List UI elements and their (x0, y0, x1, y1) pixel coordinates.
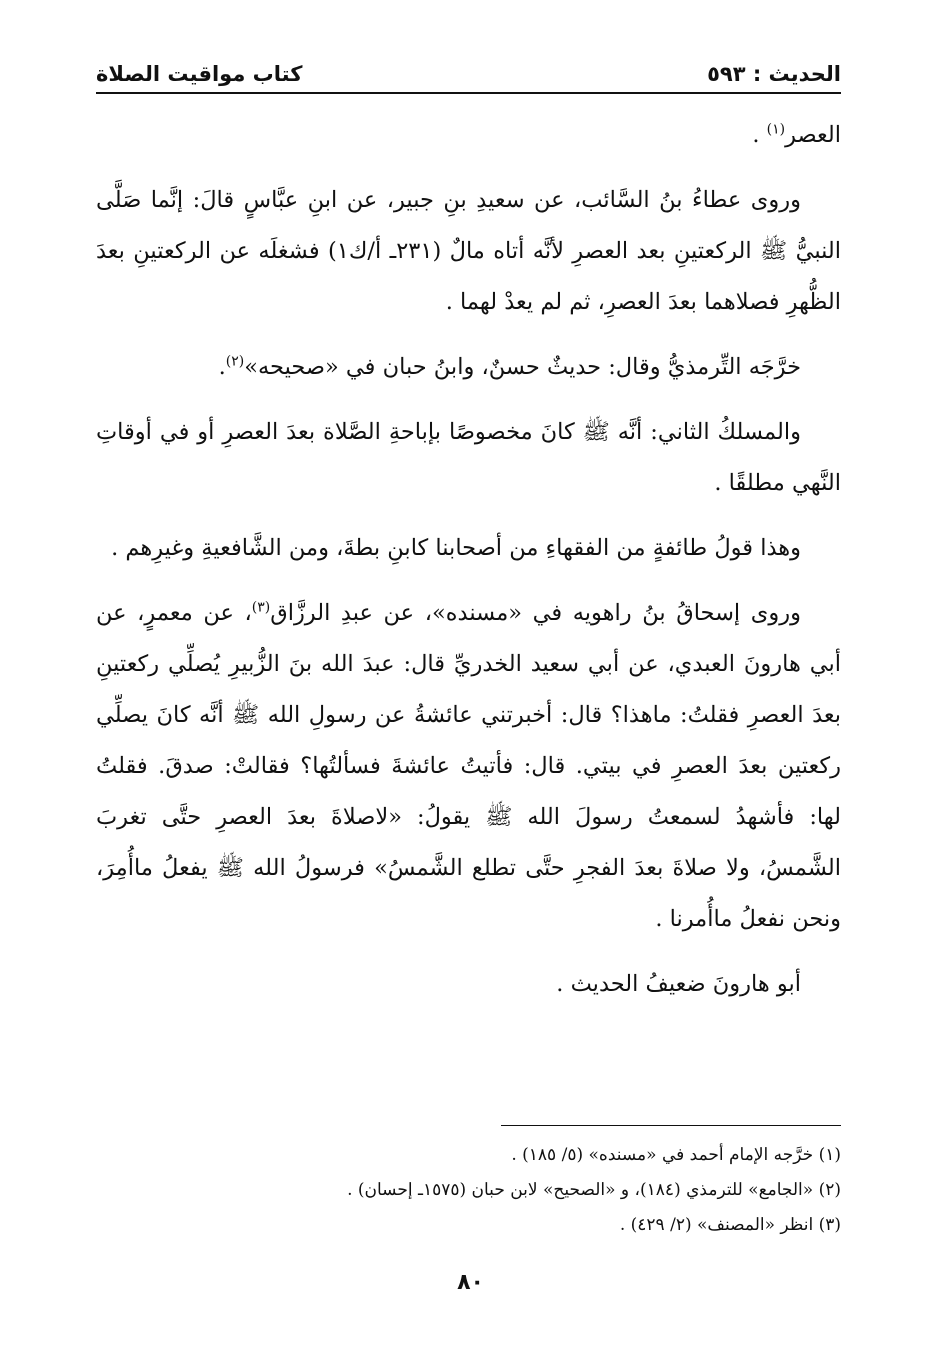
paragraph-1: العصر$^{(١)}$ . (752, 121, 841, 148)
footnote-2: (٢) «الجامع» للترمذي (١٨٤)، و «الصحيح» لابن حبان (١٥٧٥ـ إحسان) . (347, 1180, 841, 1200)
paragraph-4: والمسلكُ الثاني: أنَّه ﷺ كانَ مخصوصًا بإباحةِ الصَّلاة بعدَ العصرِ أو في أوقاتِ النَّهي مطلقًا . (96, 419, 841, 496)
footnote-1: (١) خرَّجه الإمام أحمد في «مسنده» (٥/ ١٨٥) . (511, 1145, 841, 1165)
paragraph-2: وروى عطاءُ بنُ السَّائب، عن سعيدِ بنِ جبير، عن ابنِ عبَّاسٍ قالَ: إنَّما صَلَّى النبيُّ ﷺ الركعتينِ بعد العصرِ لأنَّه أتاه مالٌ (٢٣١ـ أ/ك١) فشغلَه عن الركعتينِ بعدَ الظُّهرِ فصلاهما بعدَ العصرِ، ثم لم يعدْ لهما . (96, 187, 842, 315)
running-header (96, 52, 841, 86)
footnote-rule (501, 1125, 841, 1126)
footnote-ref-3: (٣) (251, 599, 271, 616)
footnote-ref-2: (٢) (225, 353, 245, 370)
paragraph-6: وروى إسحاقُ بنُ راهويه في «مسنده»، عن عبدِ الرزَّاق$^{(٣)}$، عن معمرٍ، عن أبي هارونَ العبدي، عن أبي سعيد الخدريِّ قال: عبدَ الله بنَ الزُّبيرِ يُصلِّي ركعتينِ بعدَ العصرِ فقلتُ: ماهذا؟ قال: أخبرتني عائشةُ عن رسولِ الله ﷺ أنَّه كانَ يصلِّي ركعتين بعدَ العصرِ في بيتي. قال: فأتيتُ عائشةَ فسألتُها؟ فقالتْ: صدقَ. فقلتُ لها: فأشهدُ لسمعتُ رسولَ الله ﷺ يقولُ: «لاصلاةَ بعدَ العصرِ حتَّى تغربَ الشَّمسُ، ولا صلاةَ بعدَ الفجرِ حتَّى تطلع الشَّمسُ» فرسولُ الله ﷺ يفعلُ ماأُمِرَ، ونحن نفعلُ ماأُمرنا . (96, 599, 841, 932)
footnote-3: (٣) انظر «المصنف» (٢/ ٤٢٩) . (619, 1215, 841, 1235)
header-rule (96, 92, 841, 94)
paragraph-5: وهذا قولُ طائفةٍ من الفقهاءِ من أصحابنا كابنِ بطةَ، ومن الشَّافعيةِ وغيرِهم . (111, 535, 801, 561)
paragraph-7: أبو هارونَ ضعيفُ الحديث . (556, 971, 801, 997)
chapter-title: كتاب مواقيت الصلاة (96, 62, 303, 86)
main-text (96, 110, 841, 1010)
paragraph-3: خرَّجَه التِّرمذيُّ وقال: حديثٌ حسنٌ، وابنُ حبان في «صحيحه»$^{(٢)}$. (218, 353, 801, 380)
footnote-ref-1: (١) (766, 121, 786, 138)
page-number: ٨٠ (457, 1270, 484, 1295)
hadith-number: الحديث : ٥٩٣ (707, 62, 841, 86)
footnotes (96, 1138, 841, 1243)
